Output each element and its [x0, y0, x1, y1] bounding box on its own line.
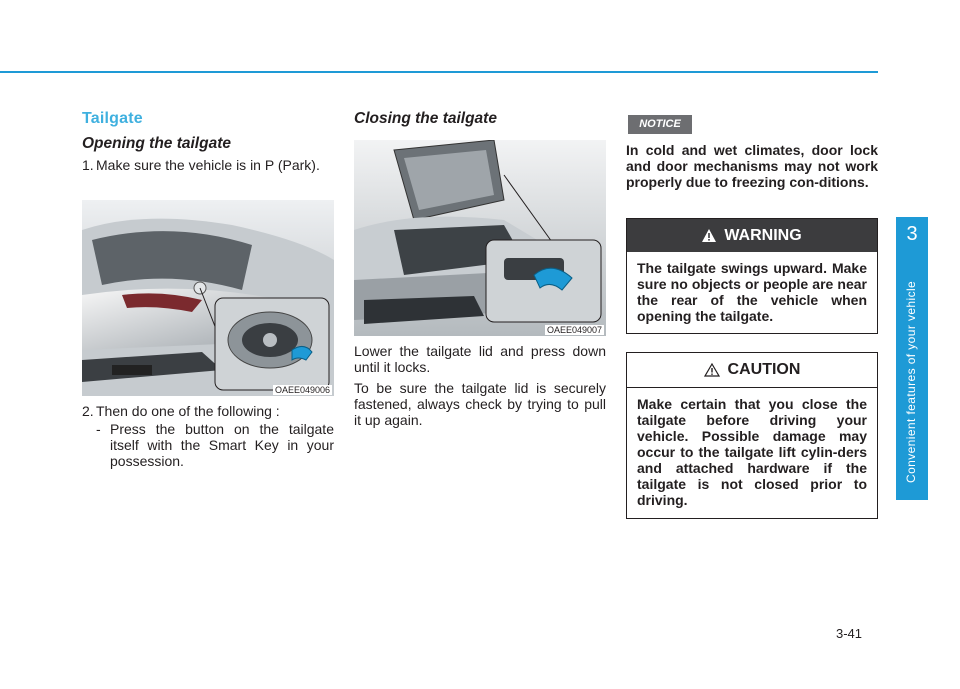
warning-box — [626, 218, 878, 334]
closing-paragraph-1: Lower the tailgate lid and press down until it locks. — [354, 343, 606, 375]
figure-opening-tailgate — [82, 200, 334, 396]
closing-subtitle: Closing the tailgate — [354, 110, 497, 127]
step-1-number: 1. — [82, 157, 94, 173]
closing-paragraph-2: To be sure the tailgate lid is securely fastened, always check by trying to pull it up again. — [354, 380, 606, 428]
step-2 — [82, 403, 334, 419]
figure-closing-tailgate — [354, 140, 606, 336]
caution-box — [626, 352, 878, 519]
chapter-number: 3 — [906, 223, 918, 245]
car-open-tailgate-illustration — [354, 140, 606, 336]
step-2-text: Then do one of the following : — [96, 403, 280, 419]
opening-subtitle: Opening the tailgate — [82, 135, 231, 152]
warning-triangle-icon — [702, 229, 716, 242]
warning-header — [627, 219, 877, 252]
section-title: Tailgate — [82, 110, 143, 127]
bullet-dash: - — [96, 421, 101, 437]
bullet-text: Press the button on the tailgate itself with the Smart Key in your possession. — [110, 421, 334, 469]
page-number: 3-41 — [836, 626, 863, 641]
chapter-title: Convenient features of your vehicle — [904, 280, 918, 483]
notice-badge: NOTICE — [628, 115, 692, 134]
car-rear-button-illustration — [82, 200, 334, 396]
notice-text: In cold and wet climates, door lock and door mechanisms may not work properly due to freezing con-ditions. — [626, 142, 878, 190]
figure-code: OAEE049007 — [546, 325, 602, 335]
chapter-side-tab — [896, 217, 928, 500]
step-1-text: Make sure the vehicle is in P (Park). — [96, 157, 320, 173]
figure-code: OAEE049006 — [274, 385, 330, 395]
warning-text: The tailgate swings upward. Make sure no objects or people are near the rear of the vehicle when opening the tailgate. — [637, 260, 867, 324]
bullet-item — [96, 421, 334, 469]
caution-label: CAUTION — [727, 361, 801, 378]
caution-header — [627, 353, 877, 388]
warning-label: WARNING — [724, 226, 802, 244]
header-rule — [0, 71, 878, 73]
step-1 — [82, 157, 334, 173]
step-2-number: 2. — [82, 403, 94, 419]
caution-triangle-icon — [704, 363, 720, 377]
caution-text: Make certain that you close the tailgate before driving your vehicle. Possible damage may occur to the tailgate lift cylin-ders and attached hardware if the tailgate is not closed prior to driving. — [637, 396, 867, 508]
